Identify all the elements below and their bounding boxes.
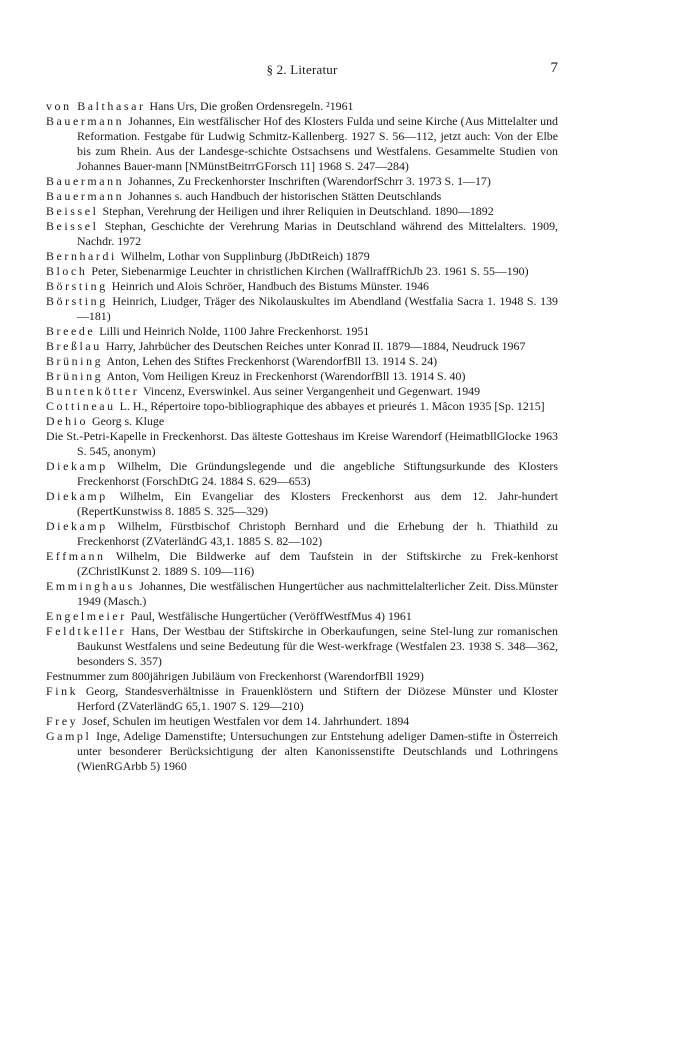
bibliography-entry xyxy=(46,429,558,459)
bibliography-entry xyxy=(46,489,558,519)
entry-author: von Balthasar xyxy=(46,99,146,113)
bibliography-entry xyxy=(46,114,558,174)
entry-text: L. H., Répertoire topo-bibliographique des abbayes et prieurés 1. Mâcon 1935 [Sp. 1215] xyxy=(119,399,545,413)
entry-author: Buntenkötter xyxy=(46,384,140,398)
bibliography-entry xyxy=(46,414,558,429)
entry-author: Emminghaus xyxy=(46,579,135,593)
entry-text: Stephan, Geschichte der Verehrung Marias in Deutschland während des Mittelalters. 1909, Nachdr. 1972 xyxy=(77,219,558,248)
bibliography-entry xyxy=(46,384,558,399)
entry-author: Bauermann xyxy=(46,174,125,188)
bibliography-entry xyxy=(46,189,558,204)
bibliography-entry xyxy=(46,609,558,624)
bibliography-entry xyxy=(46,354,558,369)
entry-text: Josef, Schulen im heutigen Westfalen vor dem 14. Jahrhundert. 1894 xyxy=(82,714,410,728)
entry-text: Vincenz, Everswinkel. Aus seiner Vergangenheit und Gegenwart. 1949 xyxy=(143,384,481,398)
entry-text: Die St.-Petri-Kapelle in Freckenhorst. Das älteste Gotteshaus im Kreise Warendorf (HeimatbllGlocke 1963 S. 545, anonym) xyxy=(46,429,558,458)
entry-text: Inge, Adelige Damenstifte; Untersuchungen zur Entstehung adeliger Damen-stifte in Österreich unter besonderer Berücksichtigung der alten Kanonissenstifte Deutschlands und Lothringens (WienRGArbb 5) 1960 xyxy=(77,729,558,773)
entry-author: Diekamp xyxy=(46,489,108,503)
bibliography-entry xyxy=(46,549,558,579)
bibliography-entry xyxy=(46,669,558,684)
entry-text: Johannes s. auch Handbuch der historischen Stätten Deutschlands xyxy=(128,189,442,203)
entry-text: Hans, Der Westbau der Stiftskirche in Oberkaufungen, seine Stel-lung zur romanischen Baukunst Westfalens und seine Bedeutung für die West-werkfrage (Westfalen 23. 1938 S. 348—362, besonders S. 357) xyxy=(77,624,558,668)
bibliography-list xyxy=(46,99,558,774)
bibliography-entry xyxy=(46,219,558,249)
bibliography-entry xyxy=(46,324,558,339)
entry-text: Wilhelm, Lothar von Supplinburg (JbDtReich) 1879 xyxy=(120,249,370,263)
entry-text: Peter, Siebenarmige Leuchter in christlichen Kirchen (WallraffRichJb 23. 1961 S. 55—190) xyxy=(91,264,529,278)
entry-text: Wilhelm, Fürstbischof Christoph Bernhard und die Erhebung der h. Thiathild zu Freckenhorst (ZVaterländG 43,1. 1885 S. 82—102) xyxy=(77,519,558,548)
entry-author: Diekamp xyxy=(46,519,108,533)
bibliography-entry xyxy=(46,459,558,489)
bibliography-entry xyxy=(46,369,558,384)
page-header xyxy=(46,62,558,82)
entry-text: Heinrich und Alois Schröer, Handbuch des Bistums Münster. 1946 xyxy=(111,279,429,293)
entry-text: Georg, Standesverhältnisse in Frauenklöstern und Stiftern der Diözese Münster und Kloster Herford (ZVaterländG 65,1. 1907 S. 129—210) xyxy=(77,684,558,713)
entry-author: Bloch xyxy=(46,264,88,278)
entry-author: Gampl xyxy=(46,729,92,743)
entry-author: Börsting xyxy=(46,279,108,293)
entry-text: Anton, Lehen des Stiftes Freckenhorst (WarendorfBll 13. 1914 S. 24) xyxy=(106,354,438,368)
entry-author: Dehio xyxy=(46,414,89,428)
bibliography-entry xyxy=(46,684,558,714)
entry-author: Effmann xyxy=(46,549,106,563)
entry-author: Cottineau xyxy=(46,399,116,413)
entry-text: Stephan, Verehrung der Heiligen und ihrer Reliquien in Deutschland. 1890—1892 xyxy=(102,204,494,218)
entry-text: Anton, Vom Heiligen Kreuz in Freckenhorst (WarendorfBll 13. 1914 S. 40) xyxy=(106,369,466,383)
entry-text: Johannes, Die westfälischen Hungertücher aus nachmittelalterlicher Zeit. Diss.Münster 1949 (Masch.) xyxy=(77,579,558,608)
entry-author: Frey xyxy=(46,714,79,728)
entry-author: Bauermann xyxy=(46,189,125,203)
entry-text: Festnummer zum 800jährigen Jubiläum von Freckenhorst (WarendorfBll 1929) xyxy=(46,669,424,683)
entry-text: Johannes, Ein westfälischer Hof des Klosters Fulda und seine Kirche (Aus Mittelalter und Reformation. Festgabe für Ludwig Schmitz-Kallenberg. 1927 S. 56—112, jetzt auch: Von der Elbe bis zum Rhein. Aus der Landesge-schichte Ostsachsens und Westfalens. Gesammelte Studien von Johannes Bauer-mann [NMünstBeitrrGForsch 11] 1968 S. 247—284) xyxy=(77,114,558,173)
entry-author: Bernhardi xyxy=(46,249,117,263)
bibliography-entry xyxy=(46,294,558,324)
entry-text: Lilli und Heinrich Nolde, 1100 Jahre Freckenhorst. 1951 xyxy=(99,324,370,338)
entry-author: Beissel xyxy=(46,204,99,218)
entry-text: Georg s. Kluge xyxy=(92,414,165,428)
entry-author: Beissel xyxy=(46,219,99,233)
entry-author: Breede xyxy=(46,324,96,338)
bibliography-entry xyxy=(46,729,558,774)
bibliography-entry xyxy=(46,519,558,549)
entry-author: Engelmeier xyxy=(46,609,127,623)
entry-text: Hans Urs, Die großen Ordensregeln. ²1961 xyxy=(149,99,354,113)
bibliography-entry xyxy=(46,624,558,669)
bibliography-entry xyxy=(46,99,558,114)
entry-text: Heinrich, Liudger, Träger des Nikolauskultes im Abendland (Westfalia Sacra 1. 1948 S. 139—181) xyxy=(77,294,558,323)
bibliography-entry xyxy=(46,714,558,729)
entry-text: Johannes, Zu Freckenhorster Inschriften (WarendorfSchrr 3. 1973 S. 1—17) xyxy=(128,174,491,188)
bibliography-entry xyxy=(46,249,558,264)
entry-author: Diekamp xyxy=(46,459,108,473)
bibliography-entry xyxy=(46,264,558,279)
bibliography-entry xyxy=(46,579,558,609)
entry-text: Wilhelm, Die Gründungslegende und die angebliche Stiftungsurkunde des Klosters Freckenhorst (ForschDtG 24. 1884 S. 629—653) xyxy=(77,459,559,488)
bibliography-entry xyxy=(46,339,558,354)
bibliography-entry xyxy=(46,204,558,219)
entry-author: Fink xyxy=(46,684,79,698)
entry-text: Wilhelm, Die Bildwerke auf dem Taufstein in der Stiftskirche zu Frek-kenhorst (ZChristlKunst 2. 1889 S. 109—116) xyxy=(77,549,559,578)
entry-text: Harry, Jahrbücher des Deutschen Reiches unter Konrad II. 1879—1884, Neudruck 1967 xyxy=(105,339,526,353)
entry-author: Brüning xyxy=(46,369,104,383)
entry-author: Börsting xyxy=(46,294,108,308)
page-number: 7 xyxy=(550,60,558,76)
entry-text: Paul, Westfälische Hungertücher (VeröffWestfMus 4) 1961 xyxy=(130,609,412,623)
entry-author: Bauermann xyxy=(46,114,125,128)
bibliography-entry xyxy=(46,399,558,414)
bibliography-entry xyxy=(46,174,558,189)
bibliography-entry xyxy=(46,279,558,294)
entry-author: Brüning xyxy=(46,354,104,368)
section-title: § 2. Literatur xyxy=(266,62,338,77)
entry-text: Wilhelm, Ein Evangeliar des Klosters Freckenhorst aus dem 12. Jahr-hundert (RepertKunstwiss 8. 1885 S. 325—329) xyxy=(77,489,558,518)
entry-author: Feldtkeller xyxy=(46,624,127,638)
entry-author: Breßlau xyxy=(46,339,102,353)
